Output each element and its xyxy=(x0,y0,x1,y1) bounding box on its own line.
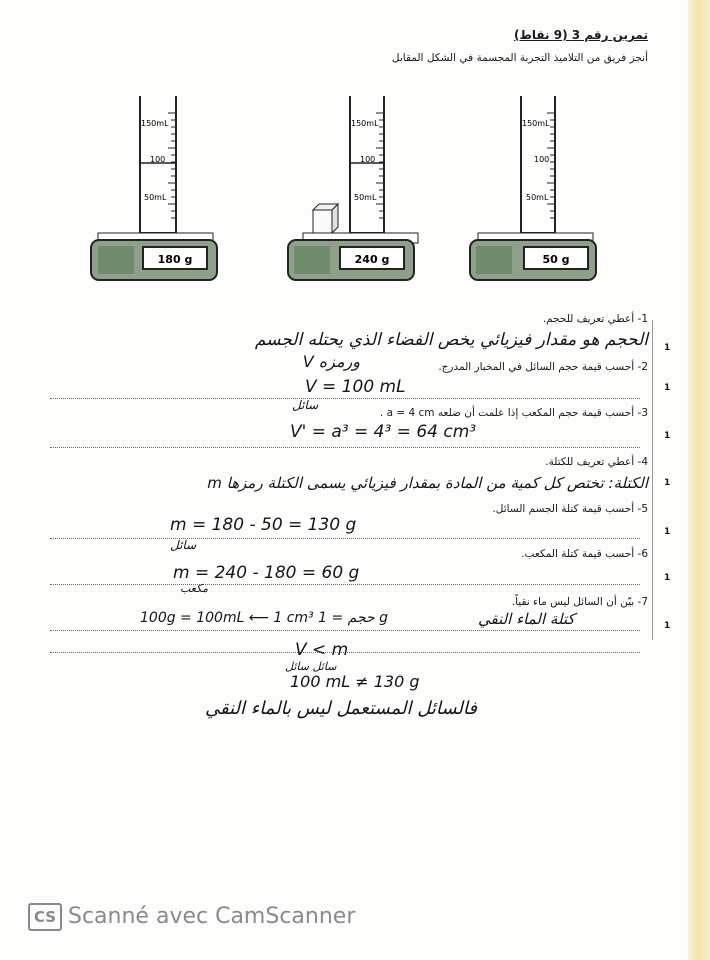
camscanner-logo-icon: CS xyxy=(28,903,62,931)
answer-line-5 xyxy=(50,538,640,539)
mark-100-c2: 100 xyxy=(360,155,376,164)
points-q7: 1 xyxy=(664,621,671,631)
answer-5-subscript: سائل xyxy=(170,538,197,552)
answer-4: الكتلة: تختص كل كمية من المادة بمقدار فيزيائي يسمى الكتلة رمزها m xyxy=(207,474,648,492)
scale-reading-2: 240 g xyxy=(354,253,390,266)
points-q5: 1 xyxy=(664,527,671,537)
answer-6-subscript: مكعب xyxy=(180,582,209,595)
mark-150-c3: 150mL xyxy=(522,119,550,128)
mark-150-c1: 150mL xyxy=(141,119,169,128)
mark-50-c3: 50mL xyxy=(526,193,549,202)
answer-7-line-2-subscript: سائل سائل xyxy=(285,660,337,673)
question-7: 7- بيّن أن السائل ليس ماء نقياً. xyxy=(511,596,648,608)
answer-7-line-3: 100 mL ≠ 130 g xyxy=(290,672,420,691)
answer-1-line-2: ورمزه V xyxy=(302,352,360,371)
answer-line-3 xyxy=(50,447,640,448)
answer-5: m = 180 - 50 = 130 g xyxy=(170,515,357,535)
answer-line-2 xyxy=(50,398,640,399)
experiment-figure xyxy=(88,88,608,288)
points-q2: 1 xyxy=(664,383,671,393)
mark-50-c2: 50mL xyxy=(354,193,377,202)
camscanner-watermark xyxy=(28,903,355,931)
cylinder-setup-3 xyxy=(470,96,596,280)
watermark-text: Scanné avec CamScanner xyxy=(68,904,356,929)
cylinder-setup-2 xyxy=(288,96,418,280)
answer-7-line-2: V < m xyxy=(295,640,349,660)
question-2: 2- أحسب قيمة حجم السائل في المخبار المدرج. xyxy=(438,361,648,373)
question-6: 6- أحسب قيمة كتلة المكعب. xyxy=(521,548,648,560)
question-5: 5- أحسب قيمة كتلة الجسم السائل. xyxy=(492,503,648,515)
margin-line xyxy=(652,320,653,640)
question-4: 4- أعطي تعريف للكتلة. xyxy=(545,456,648,468)
mark-150-c2: 150mL xyxy=(351,119,379,128)
scale-reading-1: 180 g xyxy=(157,253,193,266)
page-fold xyxy=(688,0,710,960)
answer-3: V' = a³ = 4³ = 64 cm³ xyxy=(290,422,477,442)
scale-reading-3: 50 g xyxy=(542,253,570,266)
cylinder-setup-1 xyxy=(91,96,217,280)
question-1: 1- أعطي تعريف للحجم. xyxy=(542,313,648,325)
answer-2: V = 100 mL xyxy=(305,377,406,397)
answer-7-line-1-left: 100g = 100mL ⟵ 1 cm³ حجم = 1 g xyxy=(140,610,389,626)
cube-icon xyxy=(313,204,338,233)
exercise-intro: أنجز فريق من التلاميذ التجربة المجسمة في الشكل المقابل xyxy=(391,52,648,64)
points-q6: 1 xyxy=(664,573,671,583)
answer-line-6 xyxy=(50,584,640,585)
mark-100-c3: 100 xyxy=(534,155,550,164)
mark-50-c1: 50mL xyxy=(144,193,167,202)
answer-7-line-1-right: كتلة الماء النقي xyxy=(478,610,575,628)
answer-1-line-1: الحجم هو مقدار فيزيائي يخص الفضاء الذي يحتله الجسم xyxy=(254,330,648,350)
points-q4: 1 xyxy=(664,478,671,488)
question-3: 3- أحسب قيمة حجم المكعب إذا علمت أن ضلعه a = 4 cm . xyxy=(379,407,648,419)
answer-7-conclusion: فالسائل المستعمل ليس بالماء النقي xyxy=(205,698,477,719)
mark-100-c1: 100 xyxy=(150,155,166,164)
points-q1: 1 xyxy=(664,343,671,353)
answer-line-7a xyxy=(50,630,640,631)
answer-6: m = 240 - 180 = 60 g xyxy=(173,563,360,583)
exercise-title: تمرين رقم 3 (9 نقاط) xyxy=(513,28,648,42)
points-q3: 1 xyxy=(664,431,671,441)
answer-2-subscript: سائل xyxy=(292,398,319,412)
